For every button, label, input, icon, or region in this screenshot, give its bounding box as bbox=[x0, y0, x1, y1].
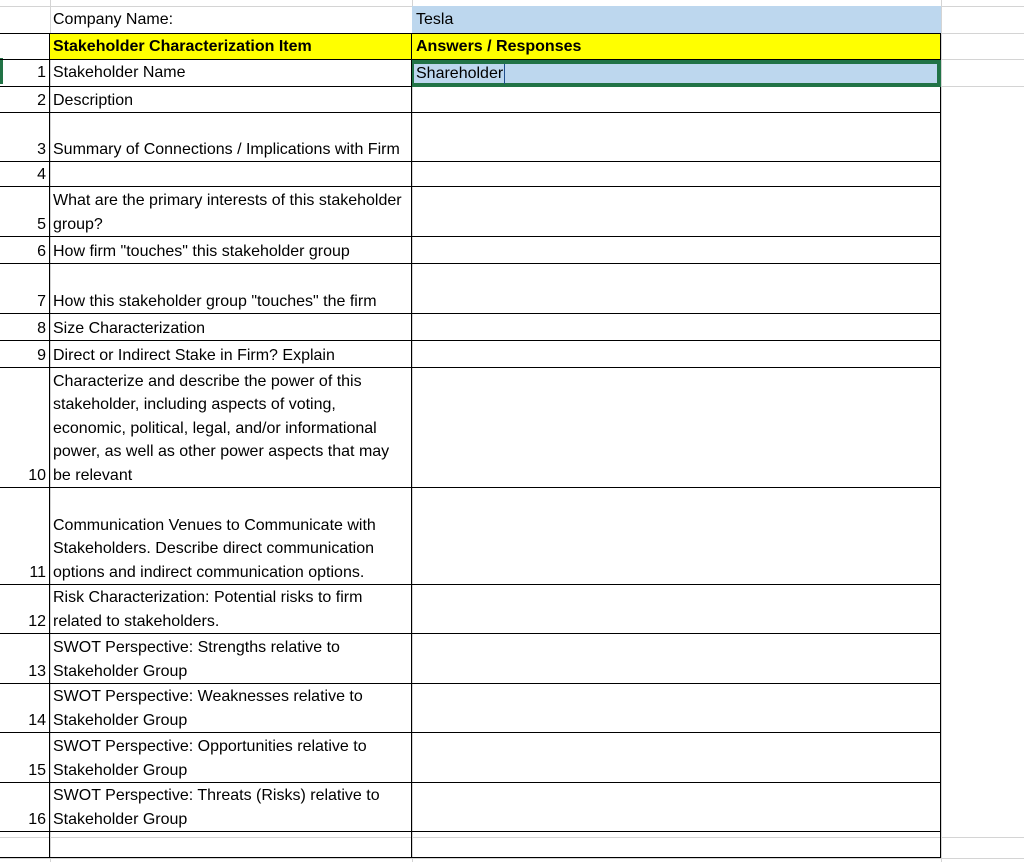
table-row bbox=[0, 585, 1024, 634]
item-cell[interactable]: Stakeholder Name bbox=[50, 60, 412, 87]
answer-cell[interactable] bbox=[412, 314, 941, 341]
item-cell[interactable]: How this stakeholder group "touches" the firm bbox=[50, 264, 412, 314]
answer-header-cell[interactable] bbox=[412, 33, 941, 60]
row-number: 16 bbox=[0, 783, 50, 832]
row-number: 4 bbox=[0, 162, 50, 187]
table-row bbox=[0, 60, 1024, 87]
answer-cell[interactable] bbox=[412, 488, 941, 585]
row-number: 15 bbox=[0, 733, 50, 783]
answer-cell[interactable] bbox=[412, 341, 941, 368]
item-header-cell[interactable] bbox=[50, 33, 412, 60]
row-number: 3 bbox=[0, 113, 50, 162]
table-row bbox=[0, 237, 1024, 264]
item-cell[interactable] bbox=[50, 162, 412, 187]
table-row bbox=[0, 733, 1024, 783]
item-header: Stakeholder Characterization Item bbox=[53, 37, 312, 55]
item-cell[interactable]: Risk Characterization: Potential risks to firm related to stakeholders. bbox=[50, 585, 412, 634]
item-cell[interactable]: Communication Venues to Communicate with Stakeholders. Describe direct communication options and indirect communication options. bbox=[50, 488, 412, 585]
answer-cell[interactable] bbox=[412, 87, 941, 113]
item-cell[interactable] bbox=[50, 832, 412, 858]
answer-cell[interactable] bbox=[412, 264, 941, 314]
row-number: 6 bbox=[0, 237, 50, 264]
answer-cell[interactable] bbox=[412, 237, 941, 264]
item-cell[interactable]: Summary of Connections / Implications with Firm bbox=[50, 113, 412, 162]
answer-header: Answers / Responses bbox=[416, 37, 582, 55]
row-number-cell[interactable] bbox=[0, 6, 50, 33]
table-row bbox=[0, 368, 1024, 488]
company-row bbox=[0, 6, 1024, 33]
table-row bbox=[0, 832, 1024, 858]
table-row bbox=[0, 187, 1024, 237]
answer-cell-selected[interactable] bbox=[412, 60, 941, 87]
row-number: 12 bbox=[0, 585, 50, 634]
row-number: 13 bbox=[0, 634, 50, 684]
table-row bbox=[0, 634, 1024, 684]
company-label: Company Name: bbox=[53, 10, 174, 28]
company-value-cell[interactable] bbox=[412, 6, 941, 33]
table-row bbox=[0, 264, 1024, 314]
header-row bbox=[0, 33, 1024, 60]
answer-cell[interactable] bbox=[412, 832, 941, 858]
text-caret bbox=[504, 64, 505, 84]
item-cell[interactable]: Direct or Indirect Stake in Firm? Explain bbox=[50, 341, 412, 368]
company-label-cell[interactable] bbox=[50, 6, 412, 33]
row-number: 8 bbox=[0, 314, 50, 341]
answer-cell[interactable] bbox=[412, 783, 941, 832]
answer-cell[interactable] bbox=[412, 733, 941, 783]
row-number bbox=[0, 832, 50, 858]
row-number: 10 bbox=[0, 368, 50, 488]
row-number: 2 bbox=[0, 87, 50, 113]
answer-cell[interactable] bbox=[412, 684, 941, 733]
answer-cell[interactable] bbox=[412, 634, 941, 684]
answer-cell[interactable] bbox=[412, 187, 941, 237]
answer-cell[interactable] bbox=[412, 368, 941, 488]
row-number: 9 bbox=[0, 341, 50, 368]
company-value: Tesla bbox=[416, 10, 454, 28]
row-number: 7 bbox=[0, 264, 50, 314]
table-row bbox=[0, 87, 1024, 113]
answer-cell[interactable] bbox=[412, 162, 941, 187]
item-cell[interactable]: SWOT Perspective: Threats (Risks) relative to Stakeholder Group bbox=[50, 783, 412, 832]
gridline bbox=[0, 858, 1024, 859]
row-number: 1 bbox=[0, 60, 50, 87]
table-row bbox=[0, 314, 1024, 341]
row-number-cell[interactable] bbox=[0, 33, 50, 60]
table-row bbox=[0, 488, 1024, 585]
item-cell[interactable]: Description bbox=[50, 87, 412, 113]
item-cell[interactable]: Size Characterization bbox=[50, 314, 412, 341]
row-number: 11 bbox=[0, 488, 50, 585]
table-row bbox=[0, 783, 1024, 832]
table-row bbox=[0, 684, 1024, 733]
item-cell[interactable]: How firm "touches" this stakeholder group bbox=[50, 237, 412, 264]
item-cell[interactable]: Characterize and describe the power of this stakeholder, including aspects of voting, economic, political, legal, and/or informational power, as well as other power aspects that may be relevant bbox=[50, 368, 412, 488]
item-cell[interactable]: SWOT Perspective: Opportunities relative to Stakeholder Group bbox=[50, 733, 412, 783]
item-cell[interactable]: SWOT Perspective: Weaknesses relative to Stakeholder Group bbox=[50, 684, 412, 733]
item-cell[interactable]: SWOT Perspective: Strengths relative to Stakeholder Group bbox=[50, 634, 412, 684]
item-cell[interactable]: What are the primary interests of this stakeholder group? bbox=[50, 187, 412, 237]
answer-cell[interactable] bbox=[412, 113, 941, 162]
row-number: 5 bbox=[0, 187, 50, 237]
table-row bbox=[0, 113, 1024, 162]
answer-text: Shareholder bbox=[416, 64, 504, 82]
row-number: 14 bbox=[0, 684, 50, 733]
table-row bbox=[0, 162, 1024, 187]
table-row bbox=[0, 341, 1024, 368]
answer-cell[interactable] bbox=[412, 585, 941, 634]
